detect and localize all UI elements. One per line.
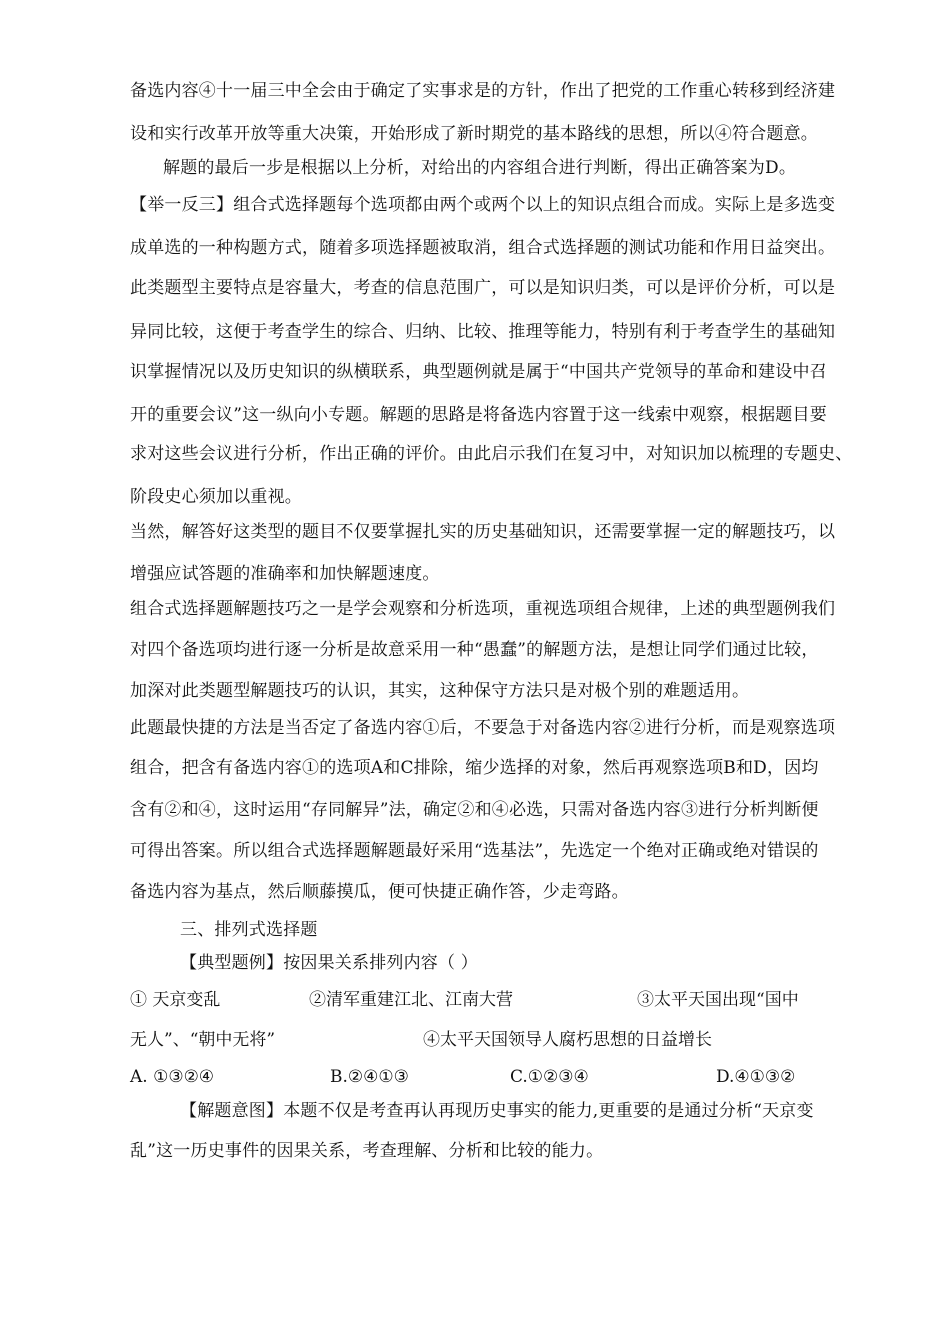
question-stem: 【典型题例】按因果关系排列内容（ ）	[180, 953, 479, 973]
text-line: 备选内容④十一届三中全会由于确定了实事求是的方针，作出了把党的工作重心转移到经济建	[130, 81, 836, 101]
text-line: 异同比较，这便于考查学生的综合、归纳、比较、推理等能力，特别有利于考查学生的基础知	[130, 322, 836, 342]
intent-line: 乱”这一历史事件的因果关系，考查理解、分析和比较的能力。	[130, 1141, 604, 1161]
text-line: 【举一反三】组合式选择题每个选项都由两个或两个以上的知识点组合而成。实际上是多选变	[130, 195, 836, 215]
text-line: 组合，把含有备选内容①的选项A和C排除，缩少选择的对象，然后再观察选项B和D，因均	[130, 758, 819, 778]
text-line: 设和实行改革开放等重大决策，开始形成了新时期党的基本路线的思想，所以④符合题意。	[130, 124, 818, 144]
text-line: 此类题型主要特点是容量大，考查的信息范围广，可以是知识归类，可以是评价分析，可以是	[130, 278, 836, 298]
item-3-cont: 无人”、“朝中无将”	[130, 1030, 276, 1050]
choice-d: D.④①③②	[716, 1067, 796, 1087]
choice-b: B.②④①③	[330, 1067, 409, 1087]
text-line: 此题最快捷的方法是当否定了备选内容①后，不要急于对备选内容②进行分析，而是观察选项	[130, 718, 836, 738]
section-title: 三、排列式选择题	[180, 920, 318, 940]
text-line: 对四个备选项均进行逐一分析是故意采用一种“愚蠢”的解题方法，是想让同学们通过比较，	[130, 640, 819, 660]
text-line: 可得出答案。所以组合式选择题解题最好采用“选基法”，先选定一个绝对正确或绝对错误的	[130, 841, 819, 861]
intent-line: 【解题意图】本题不仅是考查再认再现历史事实的能力,更重要的是通过分析“天京变	[180, 1101, 814, 1121]
text-line: 成单选的一种构题方式，随着多项选择题被取消，组合式选择题的测试功能和作用日益突出。	[130, 238, 836, 258]
text-line: 加深对此类题型解题技巧的认识，其实，这种保守方法只是对极个别的难题适用。	[130, 681, 750, 701]
text-line: 当然，解答好这类型的题目不仅要掌握扎实的历史基础知识，还需要掌握一定的解题技巧，以	[130, 522, 836, 542]
text-line: 备选内容为基点，然后顺藤摸瓜，便可快捷正确作答，少走弯路。	[130, 882, 629, 902]
item-3: ③太平天国出现“国中	[637, 990, 799, 1010]
choice-a: A. ①③②④	[130, 1067, 215, 1087]
text-line: 识掌握情况以及历史知识的纵横联系，典型题例就是属于“中国共产党领导的革命和建设中召	[130, 362, 827, 382]
choice-c: C.①②③④	[510, 1067, 589, 1087]
text-line: 开的重要会议”这一纵向小专题。解题的思路是将备选内容置于这一线索中观察，根据题目要	[130, 405, 827, 425]
text-line: 解题的最后一步是根据以上分析，对给出的内容组合进行判断，得出正确答案为D。	[163, 158, 797, 178]
text-line: 组合式选择题解题技巧之一是学会观察和分析选项，重视选项组合规律，上述的典型题例我们	[130, 599, 836, 619]
item-2: ②清军重建江北、江南大营	[309, 990, 513, 1010]
text-line: 阶段史心须加以重视。	[130, 487, 302, 507]
text-line: 增强应试答题的准确率和加快解题速度。	[130, 564, 440, 584]
text-line: 求对这些会议进行分析，作出正确的评价。由此启示我们在复习中，对知识加以梳理的专题史、	[130, 444, 853, 464]
item-4: ④太平天国领导人腐朽思想的日益增长	[423, 1030, 712, 1050]
text-line: 含有②和④，这时运用“存同解异”法，确定②和④必选，只需对备选内容③进行分析判断便	[130, 800, 819, 820]
item-1: ① 天京变乱	[130, 990, 221, 1010]
